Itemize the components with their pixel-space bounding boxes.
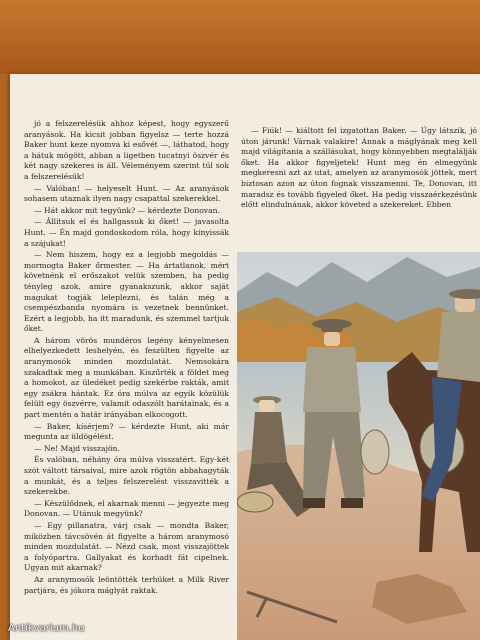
paragraph: A három vörös mundéros legény kényelmesen elhelyezkedett leshelyén, és feszülten figyelte az aranymosók minden mozdulatát. Nemsokára szakadtak meg a munkában. Kiszűrték a földet meg a homokot, az üledéket pedig szekérbe rakták, amit egy zsákra hántak. Ez óra múlva az egyik közülük felült egy öszvérre, valamit odaszólt barátainak, és a part mentén a határ irányában elkocogott. [24,335,229,420]
background-surface [0,0,480,74]
paragraph: — Ne! Majd visszajön. [34,443,120,453]
paragraph: — Készülődnek, el akarnak menni — jegyezte meg Donovan. — Utánuk megyünk? [24,498,229,519]
paragraph: — Állítsuk el és hallgassuk ki őket! — javasolta Hunt. — Én majd gondoskodom róla, hogy kinyissák a szájukat! [24,217,229,248]
paragraph: Az aranymosók leöntötték terhüket a Milk River partjára, és jókora máglyát raktak. [24,574,229,595]
paragraph: jó a felszerelésük ahhoz képest, hogy egyszerű aranyások. Ha kicsit jobban figyelsz — terte hozzá Baker hunt keze nyomva ki esővét —, láthatod, hogy a hátuk mögött, abban a ligetben tucatnyi öszvér és két nagy szekeres is áll. Véleményem szerint túl sok a felszerelésük! [24,119,229,181]
paragraph: — Hát akkor mit tegyünk? — kérdezte Donovan. [34,205,220,215]
paragraph: — Valóban! — helyeselt Hunt. — Az aranyások sohasem utaznak ilyen nagy csapattal szekerekkel. [24,183,229,204]
paragraph: És valóban, néhány óra múlva visszatért. Egy-két szót váltott társaival, mire azok rögtön abbahagyták a munkát, és a teljes felszerelést visszavitték a szekerekbe. [24,455,229,497]
paragraph: — Baker, kísérjem? — kérdezte Hunt, aki már megunta az üldögélést. [24,421,229,442]
paragraph: — Fiúk! — kiáltott fel izgatottan Baker. — Úgy látszik, jó úton járunk! Várnak valakire! Annak a máglyának meg kell majd világítania a szállásukat, hogy könnyebben megtalálják őket. Ha akkor figyeljetek! Hunt meg én elmegyünk megkeresni azt az utat, amelyen az aranymosók jöttek, mert biztosan azon az úton fognak visszamenni. Te, Donovan, itt maradsz és tovább figyeled őket. Ha pedig visszaérkezésünk előtt elindulnának, akkor követed a szekereket. Ebben [241,126,477,210]
book-page [10,74,480,640]
paragraph: — Nem hiszem, hogy ez a legjobb megoldás — mormogta Baker őrmester. — Ha ártatlanok, mért követnénk el erőszakot velük szemben, ha pedig tényleg azok, amire gyanakszunk, akkor saját magukat togják leleplezni, és talán még a csempészbanda nyomára is vezetnek bennünket. Ezért a legjobb, ha itt maradunk, és szemmel tartjuk őket. [24,250,229,334]
paragraph: — Egy pillanatra, várj csak — mondta Baker, miközben távcsövén át figyelte a három aranymosó minden mozdulatát. — Nézd csak, most visszajöttek a folyópartra. Gallyakat és korhadt fát cipelnek. Ugyan mit akarnak? [24,520,229,573]
watermark: Antikvarium.hu [8,623,85,634]
right-text-column [241,126,477,250]
left-text-column [24,119,229,629]
illustration-prospectors [237,252,480,640]
